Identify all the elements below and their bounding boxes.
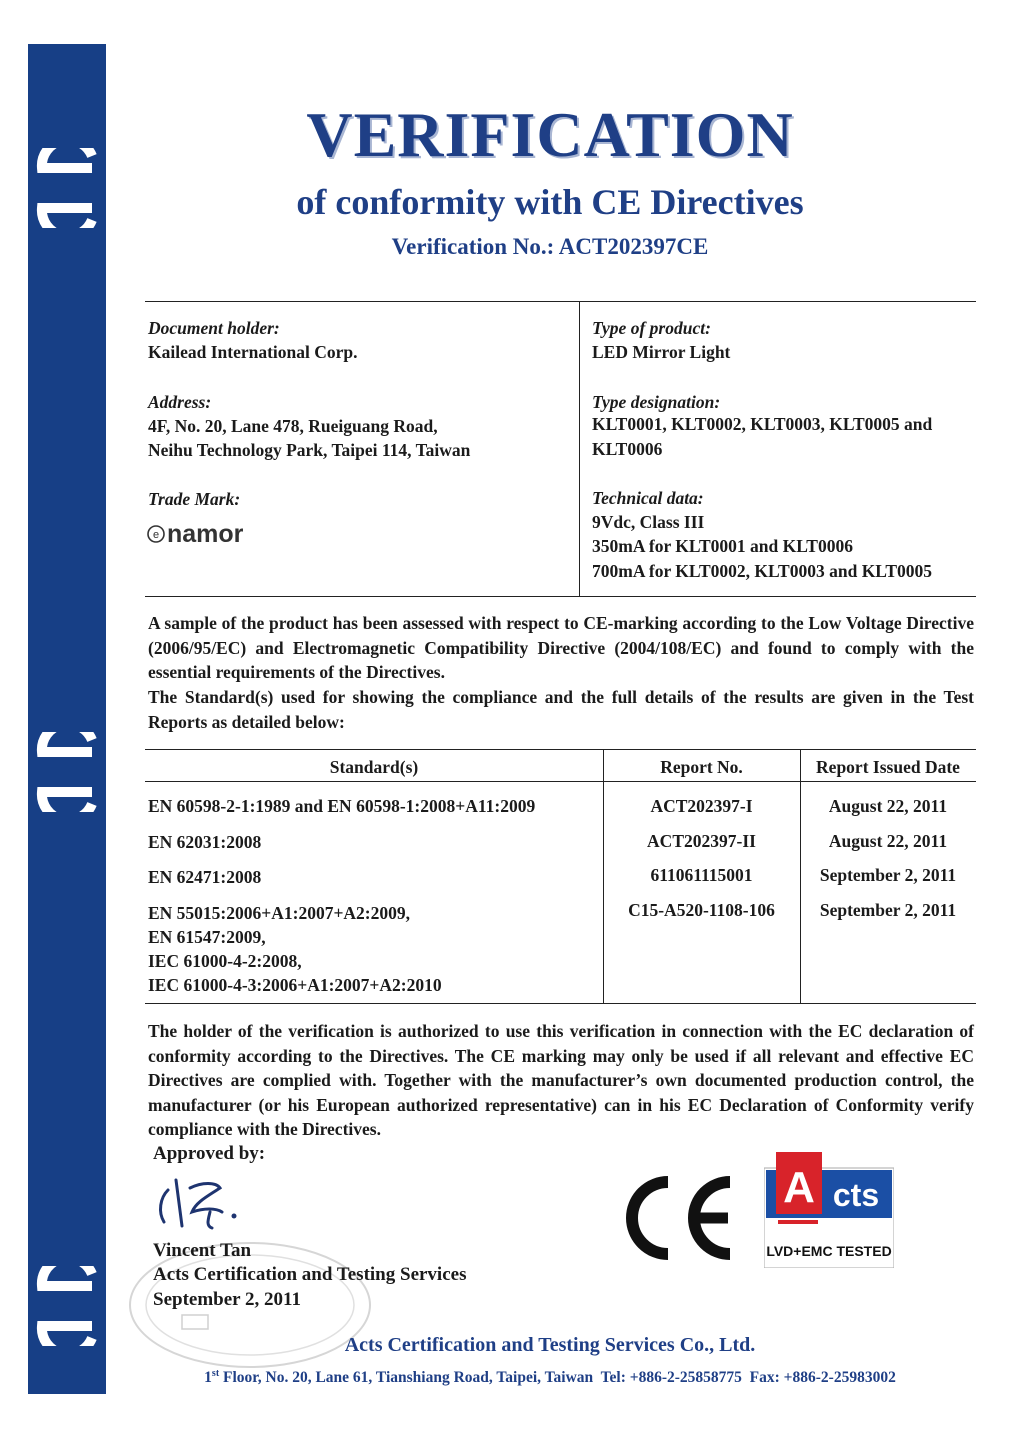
divider <box>579 301 580 596</box>
verification-number: Verification No.: ACT202397CE <box>391 234 709 259</box>
ce-band-icon <box>32 732 102 812</box>
assessment-statement: A sample of the product has been assessed with respect to CE-marking according to the Low Voltage Directive (2006/95/EC) and Electromagnetic Compatibility Directive (2004/108/EC) and found to comply with the essential requirements of the Directives. <box>148 613 974 682</box>
technical-line: 350mA for KLT0001 and KLT0006 <box>592 536 853 556</box>
standard-cell: EN 55015:2006+A1:2007+A2:2009, <box>148 903 411 923</box>
trademark-text: namor <box>167 520 244 548</box>
designation-label: Type designation: <box>592 392 721 412</box>
standard-cell: EN 61547:2009, <box>148 927 266 947</box>
document-title: VERIFICATION <box>306 99 794 170</box>
standard-cell: EN 62031:2008 <box>148 832 262 852</box>
floor-number: 1 <box>204 1369 212 1387</box>
footer-company: Acts Certification and Testing Services Co., Ltd. <box>344 1334 756 1356</box>
product-type-label: Type of product: <box>592 318 711 338</box>
date-cell: August 22, 2011 <box>828 796 948 816</box>
signature <box>150 1168 260 1238</box>
ce-band-icon <box>32 1266 102 1346</box>
standard-cell: IEC 61000-4-2:2008, <box>148 951 302 971</box>
address-line: 4F, No. 20, Lane 478, Rueiguang Road, <box>148 416 438 436</box>
divider <box>145 596 976 597</box>
divider <box>145 301 976 302</box>
approval-date: September 2, 2011 <box>153 1289 301 1310</box>
trademark-label: Trade Mark: <box>148 489 241 509</box>
acts-lvd-emc-logo <box>764 1150 894 1268</box>
standard-cell: EN 62471:2008 <box>148 867 262 887</box>
acts-tag: LVD+EMC TESTED <box>766 1243 892 1259</box>
approved-by-label: Approved by: <box>153 1143 266 1164</box>
authorization-statement: The holder of the verification is authorized to use this verification in connection with the EC declaration of conformity according to the Directives. The CE marking may only be used if all relevant and effective EC Directives are complied with. Together with the manufacturer’s own documented production control, the manufacturer (or his European authorized representative) can in his EC Declaration of Conformity verify compliance with the Directives. <box>148 1021 974 1139</box>
ce-band-icon <box>32 148 102 228</box>
address-label: Address: <box>148 392 212 412</box>
date-cell: September 2, 2011 <box>819 900 957 920</box>
product-type-value: LED Mirror Light <box>592 342 731 362</box>
standard-cell: IEC 61000-4-3:2006+A1:2007+A2:2010 <box>148 975 442 995</box>
report-cell: 611061115001 <box>650 865 753 885</box>
technical-line: 9Vdc, Class III <box>592 512 705 532</box>
approver-org: Acts Certification and Testing Services <box>153 1264 467 1285</box>
standards-statement: The Standard(s) used for showing the compliance and the full details of the results are given in the Test Reports as detailed below: <box>148 687 974 732</box>
column-header-report: Report No. <box>660 757 743 777</box>
technical-label: Technical data: <box>592 488 704 508</box>
holder-value: Kailead International Corp. <box>148 342 358 362</box>
technical-line: 700mA for KLT0002, KLT0003 and KLT0005 <box>592 561 933 581</box>
enamor-logo <box>145 512 275 552</box>
report-cell: ACT202397-I <box>650 796 753 816</box>
holder-label: Document holder: <box>148 318 280 338</box>
designation-line: KLT0001, KLT0002, KLT0003, KLT0005 and <box>592 414 933 434</box>
address-line: Neihu Technology Park, Taipei 114, Taiwan <box>148 440 471 460</box>
report-cell: C15-A520-1108-106 <box>628 900 775 920</box>
side-band <box>28 44 106 1394</box>
report-cell: ACT202397-II <box>647 831 756 851</box>
standard-cell: EN 60598-2-1:1989 and EN 60598-1:2008+A11:2009 <box>148 796 536 816</box>
acts-letter: A <box>783 1163 815 1212</box>
table-border <box>145 1003 976 1004</box>
floor-suffix: st <box>211 1368 220 1379</box>
footer-address-text: Floor, No. 20, Lane 61, Tianshiang Road, Taipei, Taiwan Tel: +886-2-25858775 Fax: +886-2-25983002 <box>219 1369 896 1387</box>
designation-line: KLT0006 <box>592 439 663 459</box>
column-header-standards: Standard(s) <box>329 757 419 777</box>
trademark-badge: e <box>152 529 160 541</box>
column-header-date: Report Issued Date <box>816 757 960 777</box>
ce-mark-icon <box>620 1172 738 1264</box>
date-cell: September 2, 2011 <box>819 865 957 885</box>
acts-rest: cts <box>832 1177 880 1213</box>
approver-name: Vincent Tan <box>153 1240 252 1261</box>
date-cell: August 22, 2011 <box>828 831 948 851</box>
table-border <box>145 781 976 782</box>
table-border <box>145 749 976 750</box>
footer-address <box>150 1368 950 1387</box>
document-subtitle: of conformity with CE Directives <box>296 182 804 222</box>
